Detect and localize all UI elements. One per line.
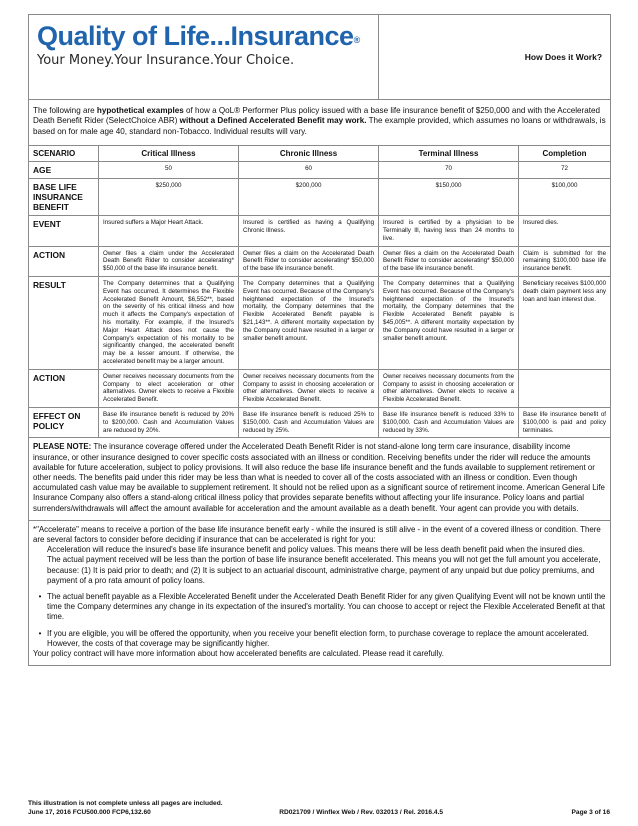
footnote-bullet — [33, 629, 606, 649]
footnote-line: The actual payment received will be less than the portion of base life insurance benefit accelerated. This means you will not get the full amount you accelerate, because: (1) It is paid prior to death; and (2) It is subject to an actuarial discount, administrative charge, payment of any unpaid but due policy premiums, and payment of a pro rata amount of policy loans. — [47, 555, 601, 585]
table-cell: Beneficiary receives $100,000 death claim payment less any loan and loan interest due. — [519, 277, 611, 370]
row-label: ACTION — [29, 246, 99, 276]
row-label: BASE LIFE INSURANCE BENEFIT — [29, 179, 99, 216]
footer-completeness-note: This illustration is not complete unless all pages are included. — [28, 800, 223, 807]
scenario-row — [29, 216, 611, 246]
table-cell: Owner files a claim on the Accelerated Death Benefit Rider to consider accelerating* $50,000 of the base life insurance benefit. — [239, 246, 379, 276]
logo-cell — [29, 15, 379, 100]
footnote-line: Acceleration will reduce the insured's base life insurance benefit and policy values. This means there will be less death benefit paid when the insured dies. — [47, 545, 585, 555]
row-label: EFFECT ON POLICY — [29, 407, 99, 437]
column-header: Terminal Illness — [379, 146, 519, 162]
table-cell: The Company determines that a Qualifying Event has occurred. Because of the Company's heightened expectation of the Insured's mortality, the Company determines that the Flexible Accelerated Benefit payable is $45,005**. A different mortality expectation by the Company could have resulted in a larger or smaller benefit amount. — [379, 277, 519, 370]
table-cell: $100,000 — [519, 179, 611, 216]
table-cell: 60 — [239, 162, 379, 179]
scenario-row — [29, 277, 611, 370]
company-logo — [37, 21, 370, 68]
intro-paragraph — [29, 100, 611, 146]
scenario-row — [29, 369, 611, 407]
table-cell: Claim is submitted for the remaining $100,000 base life insurance benefit. — [519, 246, 611, 276]
accelerate-footnote — [29, 520, 611, 665]
intro-text: The example provided, which assumes no loans or withdrawals, is based on for male age 40, standard non-Tobacco. Individual results will vary. — [33, 116, 606, 136]
footer-version: RD021709 / Winflex Web / Rev. 032013 / Rel. 2016.4.5 — [279, 808, 444, 816]
table-cell — [519, 369, 611, 407]
scenario-row — [29, 246, 611, 276]
column-header: Completion — [519, 146, 611, 162]
table-cell: The Company determines that a Qualifying Event has occurred. Because of the Company's heightened expectation of the Insured's mortality, the Company determines that the Flexible Accelerated Benefit payable is $21,143**. A different mortality expectation by the Company could have resulted in a larger or smaller benefit amount. — [239, 277, 379, 370]
table-cell: Owner files a claim on the Accelerated Death Benefit Rider to consider accelerating* $50,000 of the base life insurance benefit. — [379, 246, 519, 276]
intro-text: of how a QoL® Performer Plus policy issued with a base life insurance benefit of $250,000 and with the Accelerated Death Benefit Rider (SelectChoice ABR) — [33, 106, 601, 126]
scenario-label: SCENARIO — [29, 146, 99, 162]
column-header: Critical Illness — [99, 146, 239, 162]
footer-date-code: June 17, 2016 FCU500.000 FCP6,132.60 — [28, 808, 151, 816]
table-cell: $150,000 — [379, 179, 519, 216]
illustration-table — [28, 14, 611, 666]
table-cell: Insured suffers a Major Heart Attack. — [99, 216, 239, 246]
bullet-glyph: • — [38, 591, 42, 601]
table-cell: Owner files a claim under the Accelerated Death Benefit Rider to consider accelerating* $50,000 of the base life insurance benefit. — [99, 246, 239, 276]
footnote-intro: *"Accelerate" means to receive a portion of the base life insurance benefit early - while the insured is still alive - in the event of a covered illness or condition. There are several factors to consider before deciding if insurance that can be accelerated is right for you: — [33, 524, 601, 544]
scenario-row — [29, 162, 611, 179]
header-row — [29, 15, 611, 100]
please-note-label: PLEASE NOTE: — [33, 442, 92, 452]
page-heading: How Does it Work? — [379, 15, 611, 100]
footnote-closing: Your policy contract will have more information about how accelerated benefits are calculated. Please read it carefully. — [33, 649, 444, 658]
table-cell: $250,000 — [99, 179, 239, 216]
intro-emphasis: without a Defined Accelerated Benefit may work. — [179, 116, 367, 126]
page-footer — [28, 800, 610, 817]
row-label: RESULT — [29, 277, 99, 370]
table-cell: Owner receives necessary documents from the Company to assist in choosing acceleration or other alternatives. Owner elects to receive a Flexible Accelerated Benefit. — [239, 369, 379, 407]
table-cell: Insured is certified by a physician to be Terminally Ill, having less than 24 months to live. — [379, 216, 519, 246]
scenario-row — [29, 179, 611, 216]
footer-page-number: Page 3 of 16 — [571, 808, 610, 816]
table-cell: 70 — [379, 162, 519, 179]
row-label: AGE — [29, 162, 99, 179]
table-cell: Base life insurance benefit is reduced by 20% to $200,000. Cash and Accumulation Values are reduced by 20%. — [99, 407, 239, 437]
logo-registered-mark: ® — [353, 35, 360, 45]
table-cell: The Company determines that a Qualifying Event has occurred. It determines the Flexible Accelerated Benefit Amount, $6,552**, based on the severity of his critical illness and how much it affects the Company's expectation of his mortality. For example, if the Insured's Major Heart Attack does not cause the Company's expectation of his mortality to be significantly changed, the accelerated benefit may be a lesser amount. If otherwise, the accelerated benefit may be a larger amount. — [99, 277, 239, 370]
table-cell: Owner receives necessary documents from the Company to assist in choosing acceleration or other alternatives. Owner elects to receive a Flexible Accelerated Benefit. — [379, 369, 519, 407]
row-label: ACTION — [29, 369, 99, 407]
intro-emphasis: hypothetical examples — [96, 106, 184, 115]
table-cell: Owner receives necessary documents from the Company to elect acceleration or other alternatives. Owner elects to receive a Flexible Accelerated Benefit. — [99, 369, 239, 407]
table-cell: Base life insurance benefit is reduced 25% to $150,000. Cash and Accumulation Values are reduced by 25%. — [239, 407, 379, 437]
please-note-text: The insurance coverage offered under the Accelerated Death Benefit Rider is not stand-alone long term care insurance, disability income insurance, or other insurance designed to cover specific costs associated with an illness or condition. Receiving benefits under the rider will reduce the amounts available for future acceleration, subject to policy provisions. It will also reduce the base life insurance benefit and the funds available to supplement retirement or other needs. The benefits paid under this rider may be less than what is needed to cover all of the costs associated with an illness or condition. Even though accumulated cash value may be available to supplement retirement. It should not be relied upon as a significant source of retirement income. American General Life Insurance Company also offers a stand-along critical illness policy that provides separate benefits without affecting your life insurance. Policy loans and partial surrenders/withdrawals will affect the amount available for acceleration and the amount available as a death benefit. Your agent can provide you with details. — [33, 442, 605, 513]
table-cell: $200,000 — [239, 179, 379, 216]
intro-text: The following are — [33, 106, 97, 115]
footnote-bullet — [33, 592, 606, 623]
table-cell: 50 — [99, 162, 239, 179]
table-cell: 72 — [519, 162, 611, 179]
table-cell: Base life insurance benefit is reduced 33% to $100,000. Cash and Accumulation Values are reduced by 33%. — [379, 407, 519, 437]
bullet-text: If you are eligible, you will be offered the opportunity, when you receive your benefit election form, to purchase coverage to replace the amount accelerated. However, the costs of that coverage may be significantly higher. — [47, 628, 589, 648]
bullet-glyph: • — [38, 628, 42, 638]
column-header: Chronic Illness — [239, 146, 379, 162]
illustration-page — [28, 14, 610, 666]
logo-tagline: Your Money.Your Insurance.Your Choice. — [37, 53, 295, 68]
logo-title: Quality of Life...Insurance — [37, 21, 354, 51]
scenario-header-row — [29, 146, 611, 162]
table-cell: Insured dies. — [519, 216, 611, 246]
bullet-text: The actual benefit payable as a Flexible Accelerated Benefit under the Accelerated Death Benefit Rider for any given Qualifying Event will not be known until the time the Company determines any change in its expectation of the insured's mortality. You can choose to accept or reject the Flexible Accelerated Benefit at that time. — [47, 591, 606, 622]
table-cell: Base life insurance benefit of $100,000 is paid and policy terminates. — [519, 407, 611, 437]
table-cell: Insured is certified as having a Qualifying Chronic Illness. — [239, 216, 379, 246]
row-label: EVENT — [29, 216, 99, 246]
please-note — [29, 438, 611, 520]
scenario-row — [29, 407, 611, 437]
